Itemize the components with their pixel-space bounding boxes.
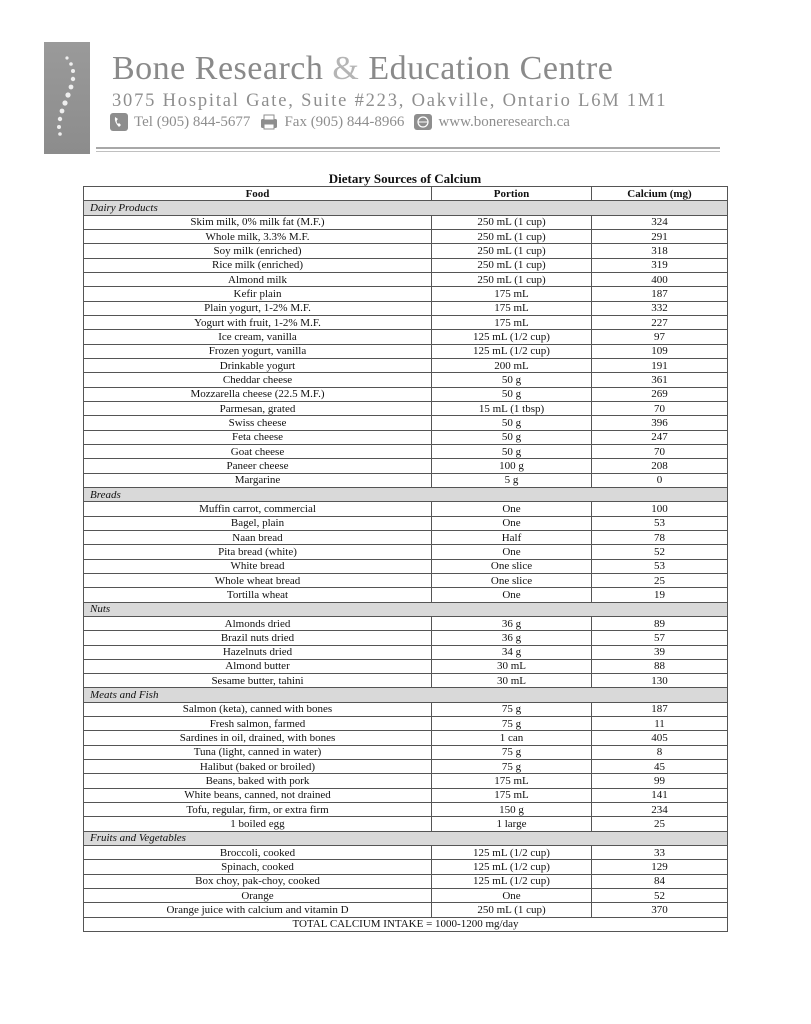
calcium-cell: 405 [592, 731, 728, 745]
food-cell: Pita bread (white) [84, 545, 432, 559]
table-row [84, 645, 728, 659]
portion-cell: 175 mL [432, 315, 592, 329]
portion-cell: 50 g [432, 430, 592, 444]
table-row [84, 430, 728, 444]
category-row [84, 487, 728, 501]
table-row [84, 416, 728, 430]
portion-cell: 75 g [432, 717, 592, 731]
telephone: Tel (905) 844-5677 [134, 113, 251, 130]
table-row [84, 860, 728, 874]
category-row [84, 602, 728, 616]
portion-cell: 250 mL (1 cup) [432, 272, 592, 286]
calcium-cell: 8 [592, 745, 728, 759]
calcium-cell: 33 [592, 846, 728, 860]
portion-cell: 125 mL (1/2 cup) [432, 874, 592, 888]
food-cell: Almond milk [84, 272, 432, 286]
category-row [84, 688, 728, 702]
calcium-cell: 400 [592, 272, 728, 286]
calcium-cell: 57 [592, 631, 728, 645]
food-cell: Muffin carrot, commercial [84, 502, 432, 516]
table-row [84, 516, 728, 530]
portion-cell: 250 mL (1 cup) [432, 215, 592, 229]
calcium-cell: 97 [592, 330, 728, 344]
table-row [84, 803, 728, 817]
food-cell: Spinach, cooked [84, 860, 432, 874]
calcium-cell: 130 [592, 674, 728, 688]
website: www.boneresearch.ca [438, 113, 570, 130]
portion-cell: 1 large [432, 817, 592, 831]
food-cell: Almonds dried [84, 616, 432, 630]
table-row [84, 244, 728, 258]
calcium-cell: 332 [592, 301, 728, 315]
calcium-cell: 361 [592, 373, 728, 387]
table-row [84, 702, 728, 716]
food-cell: Brazil nuts dried [84, 631, 432, 645]
portion-cell: 1 can [432, 731, 592, 745]
portion-cell: 125 mL (1/2 cup) [432, 860, 592, 874]
portion-cell: 200 mL [432, 358, 592, 372]
table-row [84, 444, 728, 458]
portion-cell: One [432, 516, 592, 530]
calcium-cell: 291 [592, 229, 728, 243]
calcium-cell: 324 [592, 215, 728, 229]
food-cell: Box choy, pak-choy, cooked [84, 874, 432, 888]
calcium-cell: 99 [592, 774, 728, 788]
total-calcium-intake: TOTAL CALCIUM INTAKE = 1000-1200 mg/day [84, 917, 728, 931]
calcium-cell: 78 [592, 530, 728, 544]
food-cell: Almond butter [84, 659, 432, 673]
calcium-cell: 70 [592, 444, 728, 458]
food-cell: Kefir plain [84, 287, 432, 301]
table-row [84, 659, 728, 673]
food-cell: Swiss cheese [84, 416, 432, 430]
table-row [84, 559, 728, 573]
food-cell: Parmesan, grated [84, 401, 432, 415]
category-row [84, 831, 728, 845]
table-row [84, 315, 728, 329]
food-cell: Hazelnuts dried [84, 645, 432, 659]
table-row [84, 717, 728, 731]
calcium-cell: 234 [592, 803, 728, 817]
category-label: Breads [84, 487, 728, 501]
food-cell: Ice cream, vanilla [84, 330, 432, 344]
calcium-cell: 84 [592, 874, 728, 888]
portion-cell: 250 mL (1 cup) [432, 229, 592, 243]
column-header-portion: Portion [432, 187, 592, 201]
portion-cell: 75 g [432, 745, 592, 759]
portion-cell: 175 mL [432, 287, 592, 301]
table-row [84, 545, 728, 559]
food-cell: Rice milk (enriched) [84, 258, 432, 272]
portion-cell: 250 mL (1 cup) [432, 258, 592, 272]
table-row [84, 344, 728, 358]
food-cell: Sardines in oil, drained, with bones [84, 731, 432, 745]
total-row [84, 917, 728, 931]
table-title: Dietary Sources of Calcium [328, 171, 482, 186]
calcium-cell: 187 [592, 287, 728, 301]
table-row [84, 330, 728, 344]
table-row [84, 215, 728, 229]
portion-cell: 5 g [432, 473, 592, 487]
table-row [84, 373, 728, 387]
calcium-cell: 318 [592, 244, 728, 258]
food-cell: Feta cheese [84, 430, 432, 444]
category-row [84, 201, 728, 215]
food-cell: Naan bread [84, 530, 432, 544]
table-row [84, 745, 728, 759]
table-row [84, 229, 728, 243]
table-row [84, 401, 728, 415]
table-row [84, 760, 728, 774]
fax-icon [260, 113, 278, 131]
food-cell: Frozen yogurt, vanilla [84, 344, 432, 358]
table-row [84, 903, 728, 917]
contact-row [110, 112, 580, 132]
calcium-cell: 89 [592, 616, 728, 630]
food-cell: Margarine [84, 473, 432, 487]
calcium-cell: 191 [592, 358, 728, 372]
portion-cell: One [432, 889, 592, 903]
table-row [84, 358, 728, 372]
calcium-cell: 100 [592, 502, 728, 516]
portion-cell: Half [432, 530, 592, 544]
portion-cell: 175 mL [432, 774, 592, 788]
category-label: Fruits and Vegetables [84, 831, 728, 845]
calcium-cell: 70 [592, 401, 728, 415]
calcium-cell: 53 [592, 559, 728, 573]
food-cell: Soy milk (enriched) [84, 244, 432, 258]
portion-cell: 15 mL (1 tbsp) [432, 401, 592, 415]
food-cell: Plain yogurt, 1-2% M.F. [84, 301, 432, 315]
portion-cell: 36 g [432, 631, 592, 645]
table-row [84, 788, 728, 802]
portion-cell: 30 mL [432, 674, 592, 688]
table-row [84, 573, 728, 587]
portion-cell: One slice [432, 559, 592, 573]
food-cell: Fresh salmon, farmed [84, 717, 432, 731]
portion-cell: 175 mL [432, 788, 592, 802]
table-row [84, 846, 728, 860]
portion-cell: 36 g [432, 616, 592, 630]
portion-cell: 150 g [432, 803, 592, 817]
calcium-table [83, 186, 728, 932]
calcium-cell: 187 [592, 702, 728, 716]
food-cell: Paneer cheese [84, 459, 432, 473]
table-row [84, 774, 728, 788]
portion-cell: One slice [432, 573, 592, 587]
portion-cell: 50 g [432, 416, 592, 430]
column-header-food: Food [84, 187, 432, 201]
portion-cell: 50 g [432, 373, 592, 387]
calcium-cell: 269 [592, 387, 728, 401]
calcium-cell: 370 [592, 903, 728, 917]
portion-cell: 125 mL (1/2 cup) [432, 330, 592, 344]
food-cell: Mozzarella cheese (22.5 M.F.) [84, 387, 432, 401]
food-cell: Yogurt with fruit, 1-2% M.F. [84, 315, 432, 329]
food-cell: Bagel, plain [84, 516, 432, 530]
address: 3075 Hospital Gate, Suite #223, Oakville, Ontario L6M 1M1 [112, 91, 668, 111]
food-cell: White bread [84, 559, 432, 573]
calcium-cell: 25 [592, 573, 728, 587]
table-row [84, 502, 728, 516]
phone-icon [110, 113, 128, 131]
portion-cell: One [432, 545, 592, 559]
portion-cell: 30 mL [432, 659, 592, 673]
food-cell: Beans, baked with pork [84, 774, 432, 788]
header-divider [96, 147, 720, 149]
table-header-row [84, 187, 728, 201]
calcium-cell: 141 [592, 788, 728, 802]
table-row [84, 889, 728, 903]
portion-cell: 250 mL (1 cup) [432, 244, 592, 258]
table-row [84, 287, 728, 301]
food-cell: Drinkable yogurt [84, 358, 432, 372]
calcium-cell: 109 [592, 344, 728, 358]
table-row [84, 530, 728, 544]
food-cell: Orange [84, 889, 432, 903]
category-label: Dairy Products [84, 201, 728, 215]
table-row [84, 588, 728, 602]
food-cell: Sesame butter, tahini [84, 674, 432, 688]
table-row [84, 674, 728, 688]
calcium-cell: 19 [592, 588, 728, 602]
calcium-cell: 227 [592, 315, 728, 329]
calcium-cell: 396 [592, 416, 728, 430]
fax-number: Fax (905) 844-8966 [284, 113, 405, 130]
portion-cell: 50 g [432, 387, 592, 401]
food-cell: Skim milk, 0% milk fat (M.F.) [84, 215, 432, 229]
portion-cell: 75 g [432, 760, 592, 774]
table-row [84, 616, 728, 630]
calcium-cell: 319 [592, 258, 728, 272]
food-cell: Tofu, regular, firm, or extra firm [84, 803, 432, 817]
title-part-1: Bone Research [112, 50, 333, 87]
food-cell: Halibut (baked or broiled) [84, 760, 432, 774]
calcium-cell: 52 [592, 545, 728, 559]
table-row [84, 301, 728, 315]
table-row [84, 817, 728, 831]
calcium-cell: 88 [592, 659, 728, 673]
food-cell: Tuna (light, canned in water) [84, 745, 432, 759]
food-cell: 1 boiled egg [84, 817, 432, 831]
category-label: Nuts [84, 602, 728, 616]
portion-cell: 50 g [432, 444, 592, 458]
table-row [84, 258, 728, 272]
food-cell: Goat cheese [84, 444, 432, 458]
portion-cell: One [432, 588, 592, 602]
calcium-cell: 45 [592, 760, 728, 774]
table-row [84, 387, 728, 401]
calcium-cell: 11 [592, 717, 728, 731]
category-label: Meats and Fish [84, 688, 728, 702]
title-ampersand: & [332, 50, 360, 87]
calcium-cell: 53 [592, 516, 728, 530]
calcium-cell: 129 [592, 860, 728, 874]
food-cell: White beans, canned, not drained [84, 788, 432, 802]
portion-cell: 34 g [432, 645, 592, 659]
food-cell: Cheddar cheese [84, 373, 432, 387]
table-row [84, 473, 728, 487]
calcium-cell: 247 [592, 430, 728, 444]
food-cell: Salmon (keta), canned with bones [84, 702, 432, 716]
food-cell: Tortilla wheat [84, 588, 432, 602]
calcium-cell: 25 [592, 817, 728, 831]
portion-cell: 175 mL [432, 301, 592, 315]
table-row [84, 272, 728, 286]
portion-cell: 125 mL (1/2 cup) [432, 846, 592, 860]
table-row [84, 631, 728, 645]
table-row [84, 874, 728, 888]
calcium-cell: 208 [592, 459, 728, 473]
web-icon [414, 113, 432, 131]
food-cell: Whole wheat bread [84, 573, 432, 587]
food-cell: Broccoli, cooked [84, 846, 432, 860]
portion-cell: 125 mL (1/2 cup) [432, 344, 592, 358]
table-row [84, 459, 728, 473]
portion-cell: 100 g [432, 459, 592, 473]
organization-title [112, 50, 613, 88]
calcium-cell: 52 [592, 889, 728, 903]
logo-spine-icon [44, 42, 90, 154]
header-divider-thin [96, 151, 720, 152]
column-header-calcium: Calcium (mg) [592, 187, 728, 201]
calcium-cell: 0 [592, 473, 728, 487]
table-row [84, 731, 728, 745]
food-cell: Orange juice with calcium and vitamin D [84, 903, 432, 917]
portion-cell: One [432, 502, 592, 516]
title-part-2: Education Centre [359, 50, 614, 87]
portion-cell: 75 g [432, 702, 592, 716]
food-cell: Whole milk, 3.3% M.F. [84, 229, 432, 243]
calcium-cell: 39 [592, 645, 728, 659]
portion-cell: 250 mL (1 cup) [432, 903, 592, 917]
